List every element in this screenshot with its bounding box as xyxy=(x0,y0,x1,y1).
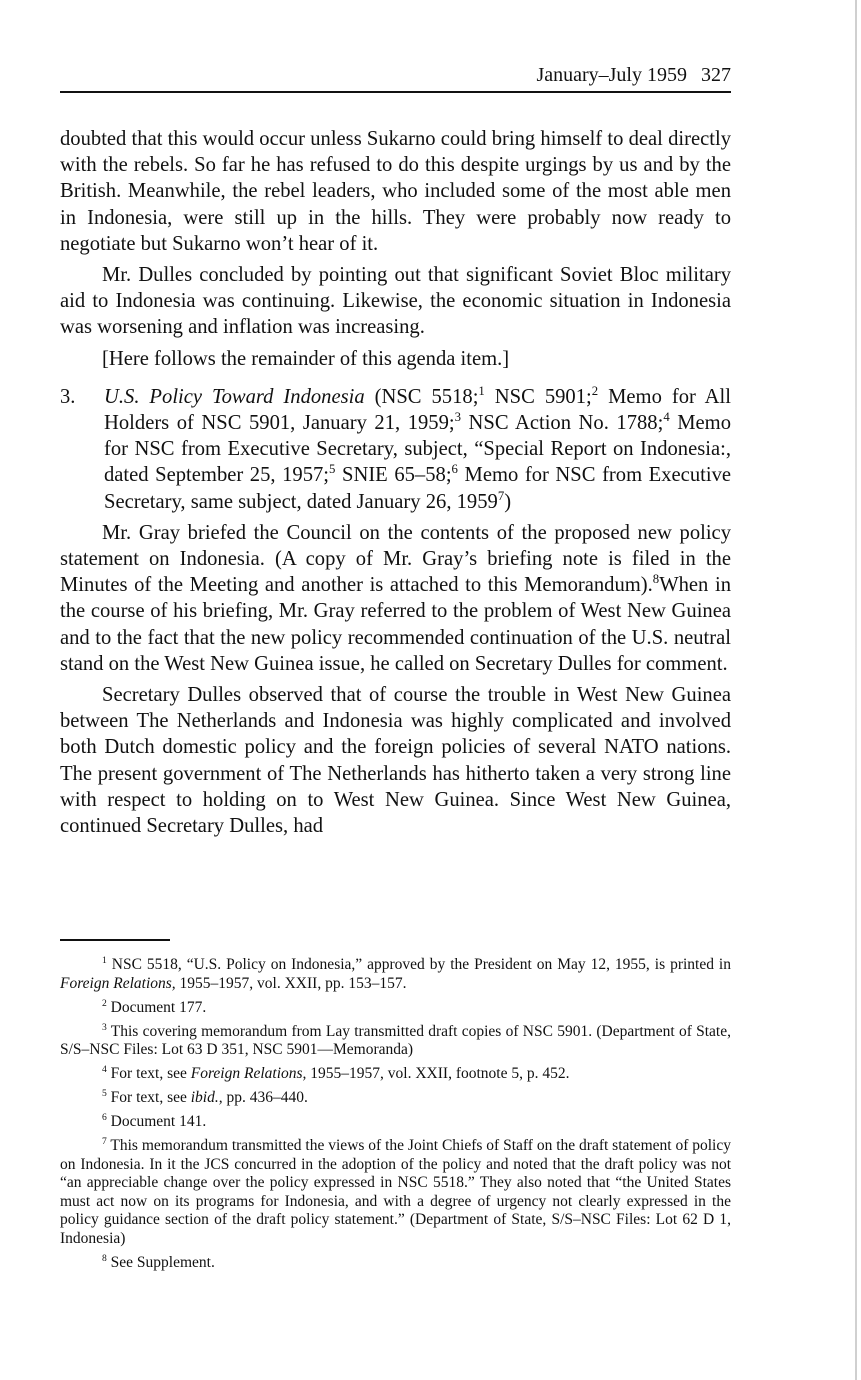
agenda-item-ref: SNIE 65–58; xyxy=(335,464,452,487)
footnote-marker: 2 xyxy=(102,997,107,1009)
footnote-marker: 3 xyxy=(102,1021,107,1033)
footnote-italic: ibid., xyxy=(190,1089,223,1107)
agenda-item-ref: ) xyxy=(504,490,512,513)
footnote-3 xyxy=(60,1023,731,1060)
footnote-text: This memorandum transmitted the views of the Joint Chiefs of Staff on the draft statement of policy on Indonesia. In it the JCS concurred in the adoption of the policy and noted that the draft policy was not “an appreciable change over the policy expressed in NSC 5518.” They also noted that “the United States must act now on its programs for Indonesia, and with a degree of urgency not clearly expressed in the policy guidance section of the draft policy statement.” (Department of State, S/S–NSC Files: Lot 62 D 1, Indonesia) xyxy=(60,1137,731,1248)
footnote-4 xyxy=(60,1065,731,1084)
footnote-6 xyxy=(60,1113,731,1132)
footnote-text: pp. 436–440. xyxy=(222,1089,308,1107)
footnote-marker: 7 xyxy=(102,1135,107,1147)
page-number: 327 xyxy=(701,64,731,86)
footnote-ref-7: 7 xyxy=(497,488,505,503)
agenda-item-ref: NSC Action No. 1788; xyxy=(461,412,664,435)
footnote-italic: Foreign Relations, xyxy=(60,974,176,992)
agenda-item-ref: Memo for NSC from Executive Secretary, same subject, dated January 26, 1959 xyxy=(104,464,732,513)
paragraph-1: doubted that this would occur unless Sukarno could bring himself to deal directly with the rebels. So far he has refused to do this despite urgings by us and by the British. Meanwhile, the rebel leaders, who included some of the most able men in Indonesia, were still up in the hills. They were probably now ready to negotiate but Sukarno won’t hear of it. xyxy=(60,128,731,255)
running-header xyxy=(60,62,731,88)
footnote-ref-1: 1 xyxy=(478,383,485,398)
paragraph-3: [Here follows the remainder of this agenda item.] xyxy=(102,347,510,370)
footnote-7 xyxy=(60,1137,731,1249)
footnote-text: For text, see xyxy=(106,1089,191,1107)
footnote-ref-6: 6 xyxy=(451,462,458,477)
paragraph-2: Mr. Dulles concluded by pointing out that significant Soviet Bloc military aid to Indonesia was continuing. Likewise, the economic situation in Indonesia was worsening and inflation was increasing. xyxy=(60,264,731,339)
header-rule xyxy=(60,91,731,93)
footnote-5 xyxy=(60,1089,731,1108)
footnote-ref-4: 4 xyxy=(663,410,670,425)
footnote-text: For text, see xyxy=(106,1065,191,1083)
footnote-italic: Foreign Relations, xyxy=(190,1065,307,1083)
footnote-ref-5: 5 xyxy=(329,462,336,477)
agenda-item-ref: Memo for NSC from Executive Secretary, subject, “Special Report on Indonesia:, dated September 25, 1957; xyxy=(104,412,731,487)
paragraph-4 xyxy=(60,520,731,677)
footnote-8 xyxy=(60,1254,731,1273)
agenda-item-ref: Memo for All Holders of NSC 5901, January 21, 1959; xyxy=(104,385,731,435)
footnote-ref-3: 3 xyxy=(454,410,461,425)
footnote-ref-2: 2 xyxy=(591,383,599,398)
footnote-text: Document 177. xyxy=(106,998,207,1016)
agenda-item-ref: NSC 5901; xyxy=(484,385,592,408)
paragraph-4-text: When in the course of his briefing, Mr. Gray referred to the problem of West New Guinea and to the fact that the new policy recommended continuation of the U.S. neutral stand on the West New Guinea issue, he called on Secretary Dulles for comment. xyxy=(60,574,731,675)
agenda-item-title: U.S. Policy Toward Indonesia xyxy=(104,385,365,408)
footnotes xyxy=(60,956,731,1278)
agenda-item-number: 3. xyxy=(60,385,76,408)
footnote-text: NSC 5518, “U.S. Policy on Indonesia,” approved by the President on May 12, 1955, is printed in xyxy=(106,956,731,973)
footnote-text: 1955–1957, vol. XXII, footnote 5, p. 452. xyxy=(306,1065,570,1083)
agenda-item-ref: (NSC 5518; xyxy=(364,385,479,408)
footnote-marker: 5 xyxy=(102,1087,107,1099)
agenda-item-text xyxy=(104,384,731,515)
paragraph-4-text: Mr. Gray briefed the Council on the contents of the proposed new policy statement on Indonesia. (A copy of Mr. Gray’s briefing note is filed in the Minutes of the Meeting and another is attached to this Memorandum). xyxy=(60,521,731,597)
footnote-1 xyxy=(60,956,731,993)
footnote-2 xyxy=(60,999,731,1018)
footnote-rule xyxy=(60,939,170,941)
footnote-marker: 8 xyxy=(102,1252,107,1264)
paragraph-5: Secretary Dulles observed that of course the trouble in West New Guinea between The Netherlands and Indonesia was highly complicated and involved both Dutch domestic policy and the foreign policies of several NATO nations. The present government of The Netherlands has hitherto taken a very strong line with respect to holding on to West New Guinea. Since West New Guinea, continued Secretary Dulles, had xyxy=(60,684,731,838)
footnote-ref-8: 8 xyxy=(652,572,660,587)
footnote-text: Document 141. xyxy=(106,1113,207,1131)
footnote-marker: 1 xyxy=(102,954,107,966)
footnote-text: 1955–1957, vol. XXII, pp. 153–157. xyxy=(175,974,407,992)
body-text xyxy=(60,126,731,839)
footnote-marker: 6 xyxy=(102,1111,107,1123)
agenda-item-3 xyxy=(60,384,731,515)
footnote-marker: 4 xyxy=(102,1063,107,1075)
page-edge xyxy=(855,0,857,1380)
footnote-text: See Supplement. xyxy=(106,1254,215,1272)
footnote-text: This covering memorandum from Lay transmitted draft copies of NSC 5901. (Department of State, S/S–NSC Files: Lot 63 D 351, NSC 5901—Memoranda) xyxy=(60,1022,731,1059)
running-title: January–July 1959 xyxy=(536,64,687,86)
